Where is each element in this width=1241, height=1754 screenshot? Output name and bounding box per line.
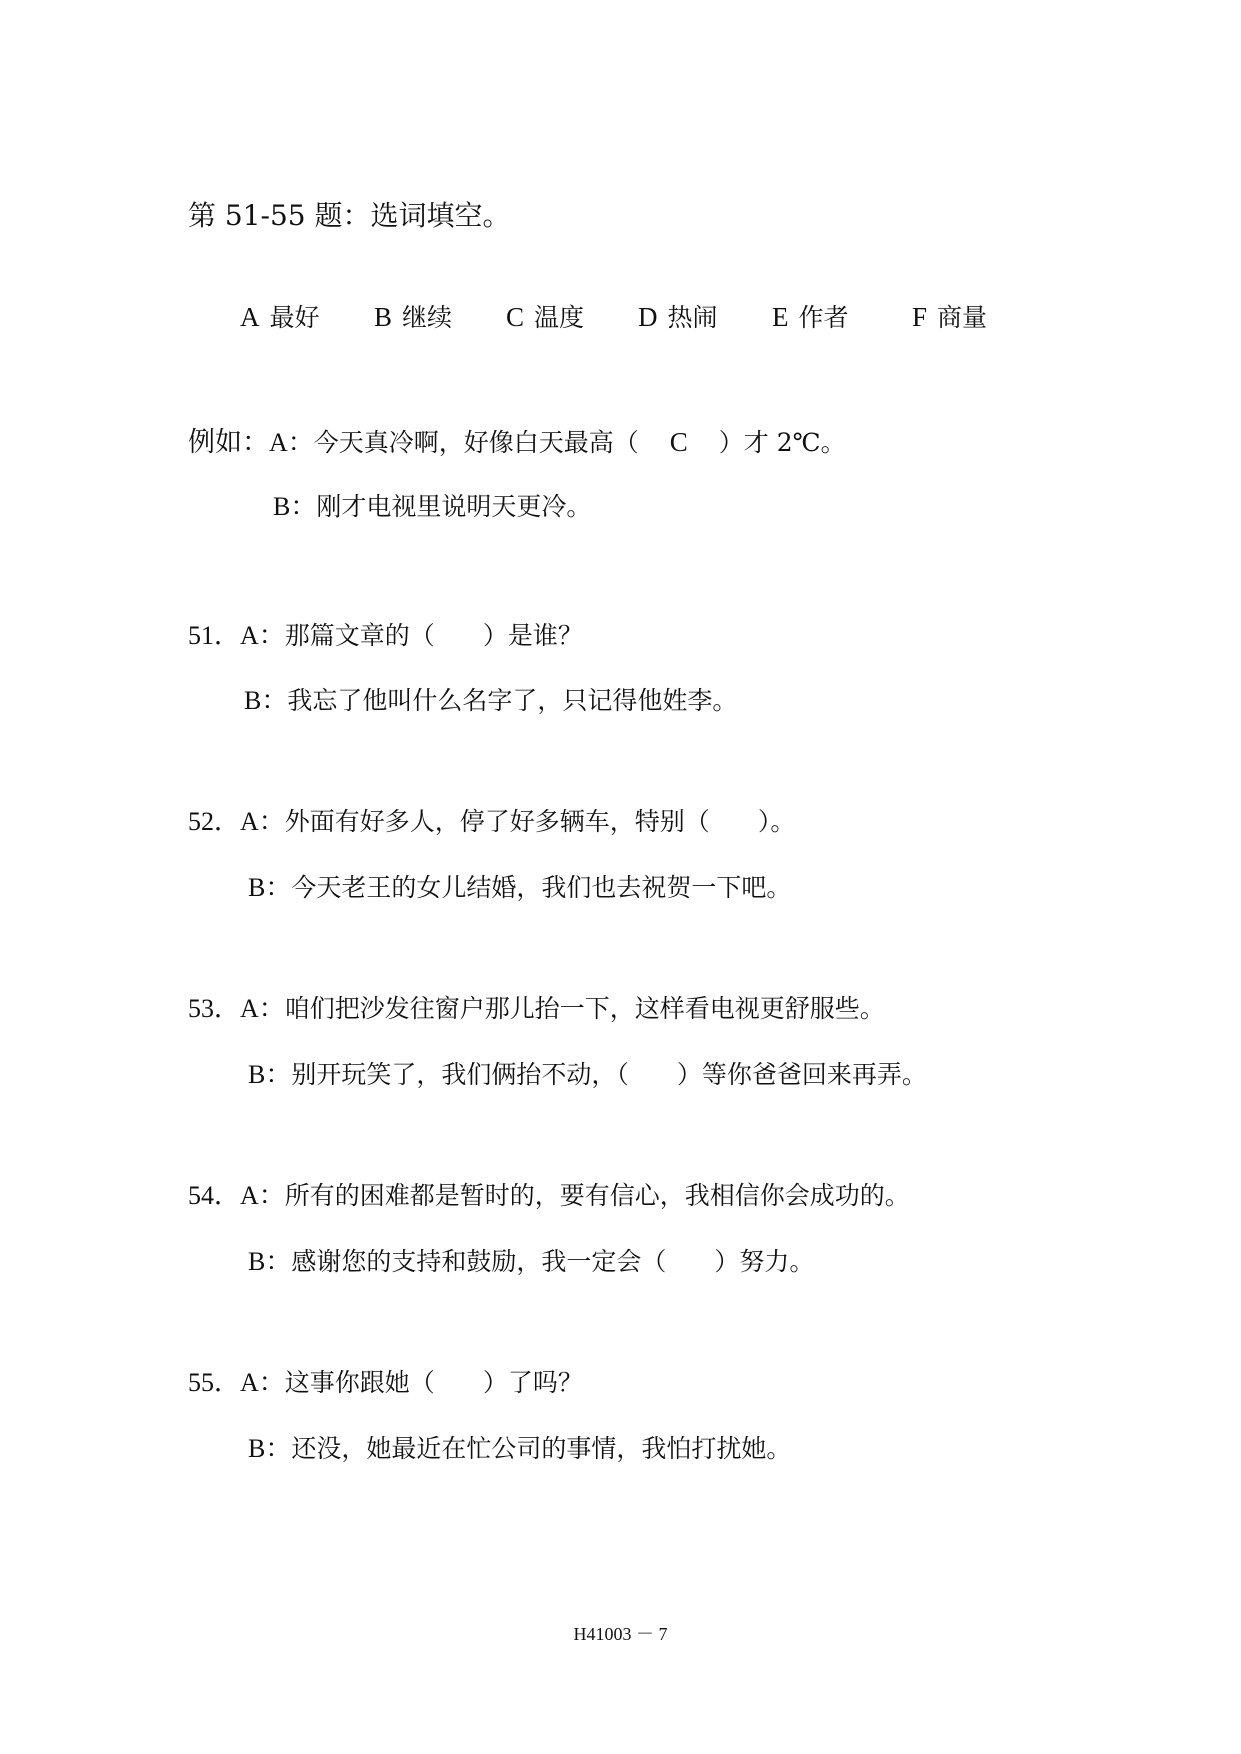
option-letter: E xyxy=(772,302,789,332)
speaker-b-label: B： xyxy=(248,873,292,902)
example-prefix: 例如： xyxy=(188,427,269,458)
option-word: 温度 xyxy=(534,303,585,332)
example-a-text-after: ）才 2℃。 xyxy=(718,428,846,457)
question-number: 55． xyxy=(188,1368,241,1397)
option-b xyxy=(374,300,452,335)
response-text: 感谢您的支持和鼓励，我一定会（ xyxy=(291,1247,667,1276)
example-a-label: A： xyxy=(269,428,314,457)
question-number: 52． xyxy=(188,807,241,836)
question-number: 53． xyxy=(188,994,241,1023)
option-letter: A xyxy=(240,302,260,332)
example-b-text: 刚才电视里说明天更冷。 xyxy=(316,492,592,521)
speaker-a-label: A： xyxy=(240,994,285,1023)
option-c xyxy=(506,300,584,335)
option-letter: F xyxy=(912,302,928,332)
question-text-after: ）。 xyxy=(757,807,796,836)
option-word: 作者 xyxy=(798,303,849,332)
question-text-after: ）了吗？ xyxy=(482,1368,583,1397)
option-word: 继续 xyxy=(402,303,453,332)
question-51-line-a xyxy=(188,620,583,652)
response-text-after: ）努力。 xyxy=(714,1247,815,1276)
speaker-a-label: A： xyxy=(240,807,285,836)
example-a-text-before: 今天真冷啊，好像白天最高（ xyxy=(313,428,639,457)
word-options xyxy=(0,300,1241,334)
question-text: 这事你跟她（ xyxy=(284,1368,435,1397)
speaker-a-label: A： xyxy=(240,1181,285,1210)
speaker-b-label: B： xyxy=(248,1247,292,1276)
option-letter: B xyxy=(374,302,393,332)
question-52-line-b xyxy=(248,872,791,904)
speaker-b-label: B： xyxy=(248,1060,292,1089)
response-text: 今天老王的女儿结婚，我们也去祝贺一下吧。 xyxy=(291,873,792,902)
option-letter: D xyxy=(638,302,658,332)
question-53-line-a xyxy=(188,993,885,1025)
speaker-a-label: A： xyxy=(240,1368,285,1397)
question-text: 所有的困难都是暂时的，要有信心，我相信你会成功的。 xyxy=(284,1181,910,1210)
response-text: 我忘了他叫什么名字了，只记得他姓李。 xyxy=(287,686,738,715)
question-number: 51． xyxy=(188,621,241,650)
option-word: 热闹 xyxy=(667,303,718,332)
option-word: 最好 xyxy=(269,303,320,332)
question-number: 54． xyxy=(188,1181,241,1210)
question-52-line-a xyxy=(188,806,795,838)
option-d xyxy=(638,300,718,335)
speaker-a-label: A： xyxy=(240,621,285,650)
option-letter: C xyxy=(506,302,525,332)
example-b-label: B： xyxy=(273,492,317,521)
question-text: 那篇文章的（ xyxy=(284,621,435,650)
question-text-after: ）是谁？ xyxy=(482,621,583,650)
question-53-line-b xyxy=(248,1059,927,1091)
question-55-line-a xyxy=(188,1367,583,1399)
question-54-line-a xyxy=(188,1180,910,1212)
option-e xyxy=(772,300,849,335)
example-line-b xyxy=(273,491,591,523)
question-text: 咱们把沙发往窗户那儿抬一下，这样看电视更舒服些。 xyxy=(284,994,885,1023)
page-footer: H41003 － 7 xyxy=(573,1624,668,1644)
option-word: 商量 xyxy=(937,303,988,332)
example-line-a xyxy=(188,426,846,459)
response-text: 还没，她最近在忙公司的事情，我怕打扰她。 xyxy=(291,1434,792,1463)
question-51-line-b xyxy=(244,685,737,717)
question-55-line-b xyxy=(248,1433,791,1465)
option-a xyxy=(240,300,320,335)
section-heading: 第 51-55 题：选词填空。 xyxy=(188,199,511,232)
option-f xyxy=(912,300,987,335)
response-text-after: ）等你爸爸回来再弄。 xyxy=(676,1060,927,1089)
speaker-b-label: B： xyxy=(244,686,288,715)
response-text: 别开玩笑了，我们俩抬不动，（ xyxy=(291,1060,629,1089)
speaker-b-label: B： xyxy=(248,1434,292,1463)
question-54-line-b xyxy=(248,1246,814,1278)
example-answer: C xyxy=(669,427,688,457)
question-text: 外面有好多人，停了好多辆车，特别（ xyxy=(284,807,710,836)
